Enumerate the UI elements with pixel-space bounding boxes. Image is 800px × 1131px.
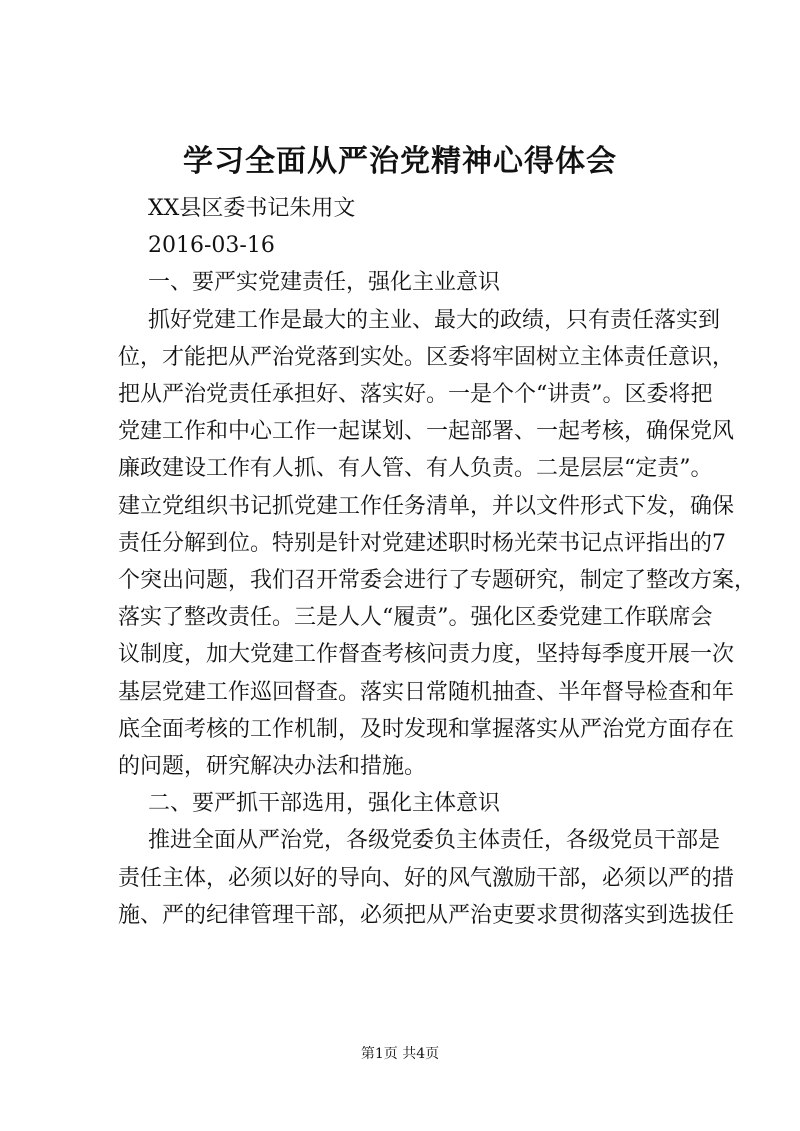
paragraph-line: 责任主体，必须以好的导向、好的风气激励干部，必须以严的措 (118, 865, 735, 891)
paragraph-line: 个突出问题，我们召开常委会进行了专题研究，制定了整改方案， (118, 568, 757, 594)
paragraph-line: 把从严治党责任承担好、落实好。一是个个“讲责”。区委将把 (118, 382, 713, 408)
paragraph-line: 责任分解到位。特别是针对党建述职时杨光荣书记点评指出的7 (118, 530, 726, 556)
paragraph-line: 抓好党建工作是最大的主业、最大的政绩，只有责任落实到 (148, 307, 721, 333)
paragraph-line: 党建工作和中心工作一起谋划、一起部署、一起考核，确保党风 (118, 419, 735, 445)
page-footer: 第1页 共4页 (360, 1046, 440, 1062)
paragraph-line: 廉政建设工作有人抓、有人管、有人负责。二是层层“定责”。 (118, 456, 713, 482)
paragraph-line: 议制度，加大党建工作督查考核问责力度，坚持每季度开展一次 (118, 642, 735, 668)
paragraph-line: 施、严的纪律管理干部，必须把从严治吏要求贯彻落实到选拔任 (118, 902, 735, 928)
author-line: XX县区委书记朱用文 (148, 196, 356, 221)
paragraph-line: 建立党组织书记抓党建工作任务清单，并以文件形式下发，确保 (118, 493, 735, 519)
document-title: 学习全面从严治党精神心得体会 (183, 144, 617, 179)
section-heading: 二、要严抓干部选用，强化主体意识 (148, 791, 501, 817)
paragraph-line: 基层党建工作巡回督查。落实日常随机抽查、半年督导检查和年 (118, 679, 735, 705)
date-line: 2016-03-16 (148, 233, 275, 259)
paragraph-line: 的问题，研究解决办法和措施。 (118, 754, 427, 780)
section-heading: 一、要严实党建责任，强化主业意识 (148, 270, 501, 296)
paragraph-line: 位，才能把从严治党落到实处。区委将牢固树立主体责任意识， (118, 344, 735, 370)
document-body (118, 190, 757, 934)
paragraph-line: 落实了整改责任。三是人人“履责”。强化区委党建工作联席会 (118, 605, 713, 631)
paragraph-line: 底全面考核的工作机制，及时发现和掌握落实从严治党方面存在 (118, 716, 735, 742)
paragraph-line: 推进全面从严治党，各级党委负主体责任，各级党员干部是 (148, 828, 721, 854)
